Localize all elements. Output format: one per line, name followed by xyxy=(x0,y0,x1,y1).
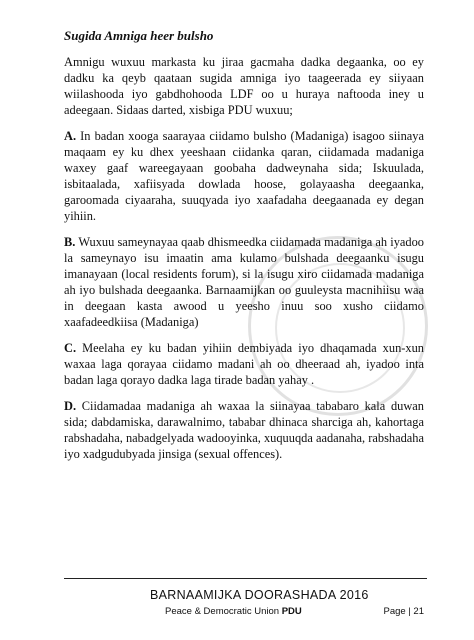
footer-org: Peace & Democratic Union xyxy=(165,606,280,617)
item-label: D. xyxy=(64,399,77,413)
item-label: B. xyxy=(64,235,76,249)
item-text: Ciidamadaa madaniga ah waxaa la siinayaa tababaro kala duwan sida; dabdamiska, darawalnimo, tababar dhinaca sharciga ah, kahortaga rabshadaha, nabadgelyada wadooyinka, xuquuqda aadanaha, rabshadaha iyo xadgudubyada jinsiga (sexual offences). xyxy=(64,399,424,461)
item-label: A. xyxy=(64,129,77,143)
intro-paragraph: Amnigu wuxuu markasta ku jiraa gacmaha dadka degaanka, oo ey dadku ka qeyb qaataan sugida amniga iyo taageerada ey siiyaan wiilashooda iyo gabdhohooda LDF oo u huraya naftooda iney u adeegaan. Sidaas darted, xisbiga PDU wuxuu; xyxy=(64,55,424,117)
item-text: In badan xooga saarayaa ciidamo bulsho (Madaniga) isagoo siinaya maqaam ey ku dhex yeeshaan ciidanka qaran, ciidamada madaniga waxey gaaf wareegayaan goobaha dadweynaha sida; Iskuulada, isbitaalada, xafiisyada dowlada hoose, golayaasha deegaanka, garoomada ciyaaraha, suuqyada iyo xaafadaha deegaanada ey degan yihiin. xyxy=(64,129,424,223)
page-number: Page | 21 xyxy=(383,606,424,617)
page-content xyxy=(64,28,424,472)
list-item-a xyxy=(64,128,424,224)
footer-divider xyxy=(64,578,427,579)
item-text: Wuxuu sameynayaa qaab dhismeedka ciidamada madaniga ah iyadoo la sameynayo isu imaatin ama kulamo bulshada deegaanku isugu imanayaan (local residents forum), si la isugu xiro ciidamada madaniga ah iyo bulshada deegaanka. Barnaamijkan oo guuleysta macnihiisu waa in deegaan kasta awood u yeesho inuu soo xusho ciidamo xaafadeedkiisa (Madaniga) xyxy=(64,235,424,329)
footer-subtitle xyxy=(165,606,302,617)
list-item-b xyxy=(64,234,424,330)
footer-org-abbr: PDU xyxy=(281,606,302,617)
footer-title: BARNAAMIJKA DOORASHADA 2016 xyxy=(150,588,369,602)
section-heading: Sugida Amniga heer bulsho xyxy=(64,28,214,43)
list-item-c xyxy=(64,340,424,388)
item-label: C. xyxy=(64,341,77,355)
item-text: Meelaha ey ku badan yihiin dembiyada iyo dhaqamada xun-xun waxaa laga qorayaa ciidamo madani ah oo dheeraad ah, iyadoo inta badan laga qorayo dadka laga tirade badan yahay . xyxy=(64,341,424,387)
list-item-d xyxy=(64,398,424,462)
